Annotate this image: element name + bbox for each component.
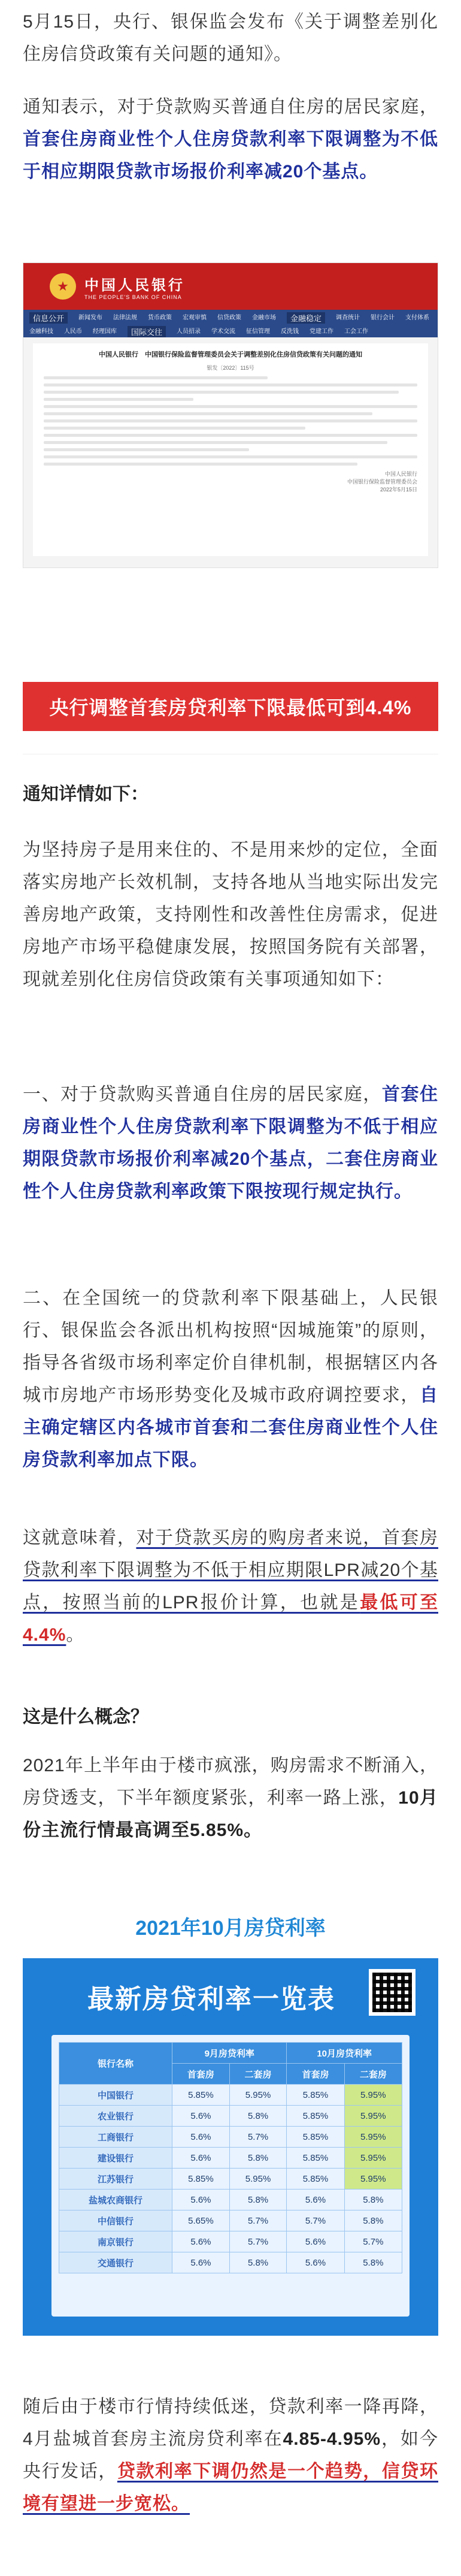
bank-name-cell: 中信银行: [59, 2210, 172, 2231]
rate-table-card: [23, 1958, 438, 2336]
doc-text-line: [44, 448, 249, 451]
policy-paragraph-2-highlight: 首套住房商业性个人住房贷款利率下限调整为不低于相应期限贷款市场报价利率减20个基点，二套住房商业性个人住房贷款利率政策下限按现行规定执行。: [23, 1085, 439, 1201]
rate-cell: 5.95%: [344, 2085, 402, 2106]
pboc-nav-item[interactable]: 金融稳定: [287, 312, 325, 324]
rate-cell: 5.8%: [229, 2106, 287, 2127]
intro-text: 5月15日，央行、银保监会发布《关于调整差别化住房信贷政策有关问题的通知》。: [23, 12, 438, 64]
pboc-nav-item[interactable]: 国际交往: [128, 326, 166, 337]
rate-cell: 5.85%: [287, 2148, 344, 2169]
doc-text-line: [44, 383, 417, 386]
rate-table-body: [59, 2085, 402, 2273]
history-text: 2021年上半年由于楼市疯涨，购房需求不断涌入，房贷透支，下半年额度紧张，利率一路上涨，: [23, 1756, 438, 1808]
rate-cell: 5.95%: [229, 2085, 287, 2106]
rate-cell: 5.85%: [172, 2169, 230, 2190]
recent-paragraph: [23, 2391, 438, 2520]
rate-cell: 5.85%: [287, 2169, 344, 2190]
bank-name-cell: 盐城农商银行: [59, 2190, 172, 2210]
policy-paragraph-2: [23, 1079, 438, 1208]
doc-number: 银发〔2022〕115号: [207, 365, 254, 371]
history-paragraph: [23, 1750, 438, 1847]
recent-text-2: ，如今央行发话，: [23, 2429, 439, 2481]
recent-rate-range: 4.85-4.95%: [283, 2429, 381, 2449]
pboc-nav-item[interactable]: 调查统计: [336, 315, 360, 321]
pboc-nav-item[interactable]: 宏观审慎: [183, 315, 207, 321]
col-oct: 10月房贷利率: [287, 2043, 402, 2064]
rate-cell: 5.6%: [172, 2231, 230, 2252]
pboc-nav-item[interactable]: 党建工作: [310, 328, 334, 335]
policy-paragraph-3-text: 二、在全国统一的贷款利率下限基础上，人民银行、银保监会各派出机构按照“因城施策”的原则，指导各省级市场利率定价自律机制，根据辖区内各城市房地产市场形势变化及城市政府调控要求，: [23, 1288, 438, 1405]
meaning-rate-highlight: 最低可至4.4%: [23, 1593, 438, 1645]
bank-name-cell: 工商银行: [59, 2127, 172, 2148]
headline-banner: 央行调整首套房贷利率下限最低可到4.4%: [23, 682, 438, 731]
pboc-nav-item[interactable]: 征信管理: [246, 328, 271, 335]
doc-text-line: [44, 376, 268, 379]
rate-table: [59, 2042, 402, 2273]
pboc-nav-item[interactable]: 人员招录: [177, 328, 201, 335]
col-oct-first: 首套房: [287, 2064, 344, 2085]
rate-cell: 5.85%: [287, 2085, 344, 2106]
rate-cell: 5.8%: [229, 2148, 287, 2169]
table-row: [59, 2169, 402, 2190]
bank-name-cell: 江苏银行: [59, 2169, 172, 2190]
rate-cell: 5.8%: [344, 2210, 402, 2231]
col-bank: 银行名称: [59, 2043, 172, 2085]
notice-summary-highlight: 首套住房商业性个人住房贷款利率下限调整为不低于相应期限贷款市场报价利率减20个基点。: [23, 129, 438, 182]
rate-cell: 5.7%: [229, 2127, 287, 2148]
pboc-nav-item[interactable]: 金融市场: [252, 315, 277, 321]
pboc-nav-item[interactable]: 货币政策: [148, 315, 172, 321]
pboc-nav-item[interactable]: 经理国库: [93, 328, 117, 335]
rate-cell: 5.95%: [344, 2169, 402, 2190]
pboc-name-en: THE PEOPLE'S BANK OF CHINA: [84, 294, 182, 300]
col-sep-second: 二套房: [229, 2064, 287, 2085]
pboc-nav-bar: [23, 310, 438, 337]
table-row: [59, 2085, 402, 2106]
rate-cell: 5.7%: [229, 2210, 287, 2231]
rate-cell: 5.6%: [287, 2252, 344, 2273]
bank-name-cell: 南京银行: [59, 2231, 172, 2252]
meaning-end: 。: [66, 1625, 85, 1645]
rate-cell: 5.95%: [229, 2169, 287, 2190]
pboc-nav-item[interactable]: 信贷政策: [217, 315, 242, 321]
rate-cell: 5.7%: [229, 2231, 287, 2252]
rate-cell: 5.6%: [172, 2127, 230, 2148]
doc-text-line: [44, 463, 357, 466]
doc-text-line: [44, 419, 417, 422]
notice-summary-text: 通知表示，对于贷款购买普通自住房的居民家庭，: [23, 97, 438, 117]
meaning-paragraph: [23, 1522, 438, 1651]
pboc-header: [23, 263, 438, 310]
rate-cell: 5.85%: [172, 2085, 230, 2106]
doc-text-line: [44, 412, 372, 415]
rate-cell: 5.85%: [287, 2127, 344, 2148]
doc-text-line: [44, 391, 399, 394]
rate-card-title: 最新房贷利率一览表: [87, 1985, 335, 2014]
policy-paragraph-3-highlight: 自主确定辖区内各城市首套和二套住房商业性个人住房贷款利率加点下限。: [23, 1385, 438, 1470]
pboc-emblem-icon: ★: [50, 273, 76, 300]
recent-text-1: 随后由于楼市行情持续低迷，贷款利率一降再降，4月盐城首套房主流房贷利率在: [23, 2397, 438, 2449]
pboc-brand: [84, 273, 185, 300]
policy-paragraph-1: [23, 834, 438, 996]
pboc-nav-item[interactable]: 反洗钱: [281, 328, 299, 335]
rate-cell: 5.6%: [172, 2148, 230, 2169]
doc-signature: 中国人民银行 中国银行保险监督管理委员会 2022年5月15日: [347, 471, 417, 493]
table-row: [59, 2106, 402, 2127]
rate-cell: 5.8%: [344, 2252, 402, 2273]
pboc-name-cn: 中国人民银行: [84, 277, 185, 294]
col-sep: 9月房贷利率: [172, 2043, 287, 2064]
pboc-document: [33, 343, 428, 556]
history-highlight: 10月份主流行情最高调至5.85%。: [23, 1788, 438, 1840]
concept-heading: 这是什么概念？: [23, 1707, 148, 1727]
intro-paragraph: [23, 6, 438, 71]
rate-cell: 5.95%: [344, 2148, 402, 2169]
table-row: [59, 2231, 402, 2252]
pboc-nav-item[interactable]: 学术交流: [211, 328, 236, 335]
doc-text-line: [44, 405, 417, 408]
bank-name-cell: 交通银行: [59, 2252, 172, 2273]
policy-paragraph-1-text: 为坚持房子是用来住的、不是用来炒的定位，全面落实房地产长效机制，支持各地从当地实际出发完善房地产政策，支持刚性和改善性住房需求，促进房地产市场平稳健康发展，按照国务院有关部署，现就差别化住房信贷政策有关事项通知如下：: [23, 840, 438, 989]
doc-text-line: [44, 427, 305, 430]
pboc-nav-item[interactable]: 支付体系: [405, 315, 430, 321]
meaning-underlined: 对于贷款买房的购房者来说，首套房贷款利率下限调整为不低于相应期限LPR减20个基点，按照当前的LPR报价计算，也就是: [23, 1528, 439, 1612]
rate-cell: 5.8%: [344, 2190, 402, 2210]
pboc-nav-item[interactable]: 法律法规: [113, 315, 138, 321]
doc-title: 中国人民银行 中国银行保险监督管理委员会关于调整差别化住房信贷政策有关问题的通知: [99, 351, 362, 358]
table-row: [59, 2252, 402, 2273]
doc-text-line: [44, 441, 387, 444]
col-sep-first: 首套房: [172, 2064, 230, 2085]
table-row: [59, 2210, 402, 2231]
pboc-nav-item[interactable]: 银行会计: [371, 315, 395, 321]
pboc-announcement-image: [23, 262, 438, 568]
rate-cell: 5.6%: [287, 2231, 344, 2252]
doc-text-line: [44, 455, 417, 458]
rate-cell: 5.6%: [172, 2252, 230, 2273]
rate-cell: 5.95%: [344, 2127, 402, 2148]
doc-text-line: [44, 434, 417, 437]
rate-section-title: 2021年10月房贷利率: [135, 1917, 326, 1940]
rate-cell: 5.8%: [229, 2252, 287, 2273]
pboc-nav-item[interactable]: 人民币: [64, 328, 82, 335]
pboc-nav-item[interactable]: 新闻发布: [78, 315, 103, 321]
rate-cell: 5.7%: [344, 2231, 402, 2252]
bank-name-cell: 中国银行: [59, 2085, 172, 2106]
doc-text-line: [44, 398, 193, 401]
col-oct-second: 二套房: [344, 2064, 402, 2085]
recent-trend-highlight: 贷款利率下调仍然是一个趋势，信贷环境有望进一步宽松。: [23, 2462, 439, 2514]
table-row: [59, 2127, 402, 2148]
bank-name-cell: 农业银行: [59, 2106, 172, 2127]
notice-summary-paragraph: [23, 91, 438, 188]
rate-cell: 5.65%: [172, 2210, 230, 2231]
details-heading: 通知详情如下：: [23, 784, 148, 804]
table-row: [59, 2148, 402, 2169]
policy-paragraph-2-text: 一、对于贷款购买普通自住房的居民家庭，: [23, 1085, 382, 1104]
qr-code-icon: [369, 1969, 415, 2016]
pboc-nav-item[interactable]: 工会工作: [344, 328, 369, 335]
rate-cell: 5.7%: [287, 2210, 344, 2231]
table-row: [59, 2190, 402, 2210]
rate-cell: 5.8%: [229, 2190, 287, 2210]
rate-cell: 5.85%: [287, 2106, 344, 2127]
pboc-nav-item[interactable]: 信息公开: [29, 312, 68, 324]
rate-cell: 5.95%: [344, 2106, 402, 2127]
rate-cell: 5.6%: [172, 2106, 230, 2127]
policy-paragraph-3: [23, 1282, 438, 1476]
pboc-nav-item[interactable]: 金融科技: [29, 328, 53, 335]
bank-name-cell: 建设银行: [59, 2148, 172, 2169]
meaning-lead: 这就意味着，: [23, 1528, 137, 1548]
rate-cell: 5.6%: [172, 2190, 230, 2210]
rate-cell: 5.6%: [287, 2190, 344, 2210]
rate-table-wrap: [51, 2035, 410, 2317]
